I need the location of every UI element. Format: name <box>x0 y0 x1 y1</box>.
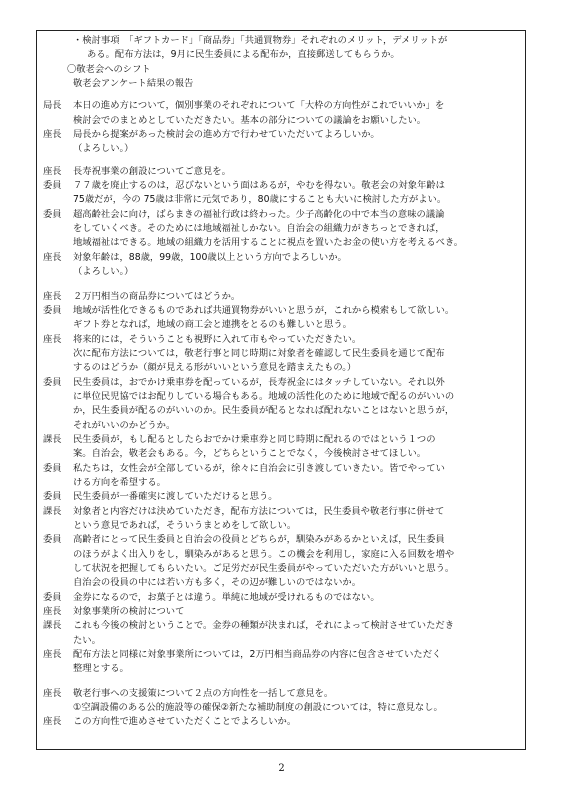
line-text: ギフト券となれば，地域の商工会と連携をとるのも難しいと思う。 <box>73 319 352 331</box>
text-line <box>43 128 519 142</box>
speaker-label: 座長 <box>43 649 62 661</box>
speaker-label: 座長 <box>43 687 62 699</box>
text-line <box>43 562 519 576</box>
line-text: 次に配布方法については，敬老行事と同じ時期に対象者を確認して民生委員を通じて配布 <box>73 347 445 359</box>
speaker-label: 課長 <box>43 505 62 517</box>
text-line <box>43 505 519 519</box>
text-line <box>43 208 519 222</box>
text-line <box>43 619 519 633</box>
text-line <box>43 179 519 193</box>
text-line <box>43 114 519 128</box>
text-line <box>43 34 519 48</box>
speaker-label: 委員 <box>43 462 62 474</box>
text-line <box>43 222 519 236</box>
line-text: 地域福祉はできる。地域の組織力を活用することに視点を置いたお金の使い方を考えるべき。 <box>73 237 464 249</box>
line-text: 自治会の役員の中には若い方も多く，その辺が難しいのではないか。 <box>73 577 362 589</box>
line-text: をしていくべき。そのためには地域福祉しかない。自治会の組織力がきちっとできれば， <box>73 223 445 235</box>
text-line <box>43 251 519 265</box>
line-text: 民生委員は，おでかけ乗車券を配っているが，長寿祝金にはタッチしていない。それ以外 <box>73 376 445 388</box>
speaker-label: 委員 <box>43 591 62 603</box>
line-text: 民生委員が，もし配るとしたらおでかけ乗車券と同じ時期に配れるのではという１つの <box>73 433 436 445</box>
minutes-frame <box>36 30 526 750</box>
text-line <box>43 77 519 91</box>
line-text: するのはどうか（顔が見える形がいいという意見を踏まえたもの。） <box>73 362 357 374</box>
speaker-label: 委員 <box>43 180 62 192</box>
line-text: 対象年齢は，88歳，99歳，100歳以上という方向でよろしいか。 <box>73 251 347 263</box>
speaker-label: 座長 <box>43 290 62 302</box>
speaker-label: 座長 <box>43 165 62 177</box>
text-line <box>43 476 519 490</box>
text-line <box>43 605 519 619</box>
proceedings-block <box>43 99 519 156</box>
text-line <box>43 701 519 715</box>
speaker-label: 委員 <box>43 376 62 388</box>
text-line <box>43 347 519 361</box>
agenda-block <box>43 34 519 91</box>
line-text: 整理とする。 <box>73 663 129 675</box>
text-line <box>43 462 519 476</box>
text-line <box>43 390 519 404</box>
text-line <box>43 591 519 605</box>
page-number: 2 <box>278 763 285 774</box>
speaker-label: 委員 <box>43 304 62 316</box>
text-line <box>43 318 519 332</box>
line-text: か，民生委員が配るのがいいのか。民生委員が配るとなれば配れないことはないと思うが， <box>73 405 455 417</box>
speaker-label: 委員 <box>43 491 62 503</box>
line-text: 敬老行事への支援策について２点の方向性を一括して意見を。 <box>73 687 334 699</box>
speaker-label: 課長 <box>43 620 62 632</box>
line-text: ①空調設備のある公的施設等の確保②新たな補助制度の創設については，特に意見なし。 <box>73 702 443 714</box>
text-line <box>43 376 519 390</box>
text-line <box>43 142 519 156</box>
text-line <box>43 265 519 279</box>
longevity-discussion-block <box>43 165 519 280</box>
line-text: たい。 <box>73 634 101 646</box>
speaker-label: 座長 <box>43 129 62 141</box>
line-text: ある。配布方法は，9月に民生委員による配布か，直接郵送してもらうか。 <box>87 49 400 61</box>
line-text: 私たちは，女性会が全部しているが，徐々に自治会に引き渡していきたい。皆でやってい <box>73 462 445 474</box>
line-text: 〇敬老会へのシフト <box>67 63 151 75</box>
text-line <box>43 236 519 250</box>
line-text: 本日の進め方について，個別事業のそれぞれについて「大枠の方向性がこれでいいか」を <box>73 100 445 112</box>
speaker-label: 委員 <box>43 208 62 220</box>
line-text: 対象者と内容だけは決めていただき，配布方法については，民生委員や敬老行事に併せて <box>73 505 445 517</box>
speaker-label: 局長 <box>43 100 62 112</box>
line-text: して状況を把握してもらいたい。ご足労だが民生委員がやっていただいた方がいいと思う。 <box>73 563 455 575</box>
line-text: ２万円相当の商品券についてはどうか。 <box>73 290 241 302</box>
line-text: 民生委員が一番確実に渡していただけると思う。 <box>73 491 278 503</box>
line-text: 検討会でのまとめとしていただきたい。基本の部分についての議論をお願いしたい。 <box>73 114 427 126</box>
text-line <box>43 548 519 562</box>
support-discussion-block <box>43 687 519 730</box>
text-line <box>43 48 519 62</box>
line-text: 局長から提案があった検討会の進め方で行わせていただいてよろしいか。 <box>73 129 380 141</box>
text-line <box>43 576 519 590</box>
text-line <box>43 533 519 547</box>
line-text: （よろしい。） <box>73 143 134 155</box>
speaker-label: 座長 <box>43 606 62 618</box>
speaker-label: 座長 <box>43 333 62 345</box>
line-text: 地域が活性化できるものであれば共通買物券がいいと思うが，これから模索もして欲しい。 <box>73 304 455 316</box>
line-text: という意見であれば，そういうまとめをして欲しい。 <box>73 520 297 531</box>
text-line <box>43 404 519 418</box>
line-text: 75歳だが，今の 75歳は非常に元気であり，80歳にすることも大いに検討した方がよい。 <box>73 194 447 206</box>
text-line <box>43 490 519 504</box>
text-line <box>43 634 519 648</box>
speaker-label: 座長 <box>43 251 62 263</box>
line-text: ・検討事項 「ギフトカード」「商品券」「共通買物券」それぞれのメリット，デメリットが <box>73 35 448 46</box>
line-text: のほうがよく出入りをし，馴染みがあると思う。この機会を利用し，家庭に入る回数を増や <box>73 548 455 560</box>
line-text: 敬老会アンケート結果の報告 <box>73 78 194 90</box>
line-text: この方向性で進めさせていただくことでよろしいか。 <box>73 716 297 728</box>
line-text: 対象事業所の検討について <box>73 606 185 618</box>
text-line <box>43 290 519 304</box>
line-text: ける方向を希望する。 <box>73 476 166 488</box>
text-line <box>43 662 519 676</box>
line-text: 長寿祝事業の創設についてご意見を。 <box>73 165 231 177</box>
text-line <box>43 304 519 318</box>
line-text: 高齢者にとって民生委員と自治会の役員とどちらが，馴染みがあるかといえば，民生委員 <box>73 534 445 546</box>
text-line <box>43 361 519 375</box>
line-text: （よろしい。） <box>73 266 134 278</box>
line-text: 案。自治会，敬老会もある。今，どちらということでなく，今後検討させてほしい。 <box>73 448 427 460</box>
line-text: これも今後の検討ということで。金券の種類が決まれば，それによって検討させていただき <box>73 620 454 632</box>
text-line <box>43 715 519 729</box>
text-line <box>43 419 519 433</box>
line-text: 将来的には，そういうことも視野に入れて市もやっていただきたい。 <box>73 333 362 345</box>
line-text: それがいいのかどうか。 <box>73 419 176 431</box>
text-line <box>43 519 519 533</box>
text-line <box>43 165 519 179</box>
text-line <box>43 687 519 701</box>
line-text: に単位民児協ではお配りしている場合もある。地域の活性化のために地域で配るのがいいの <box>73 390 455 402</box>
text-line <box>43 99 519 113</box>
text-line <box>43 433 519 447</box>
text-line <box>43 193 519 207</box>
text-line <box>43 63 519 77</box>
text-line <box>43 648 519 662</box>
voucher-discussion-block <box>43 290 519 677</box>
line-text: 超高齢社会に向け，ばらまきの福祉行政は終わった。少子高齢化の中で本当の意味の議論 <box>73 208 445 220</box>
text-line <box>43 447 519 461</box>
speaker-label: 委員 <box>43 534 62 546</box>
speaker-label: 座長 <box>43 716 62 728</box>
text-line <box>43 333 519 347</box>
speaker-label: 課長 <box>43 433 62 445</box>
line-text: 金券になるので，お菓子とは違う。単純に地域が受けれるものではない。 <box>73 591 380 603</box>
line-text: ７７歳を廃止するのは，忍びないという面はあるが，やむを得ない。敬老会の対象年齢は <box>73 180 445 192</box>
line-text: 配布方法と同様に対象事業所については，2万円相当商品券の内容に包含させていただく <box>73 649 442 661</box>
